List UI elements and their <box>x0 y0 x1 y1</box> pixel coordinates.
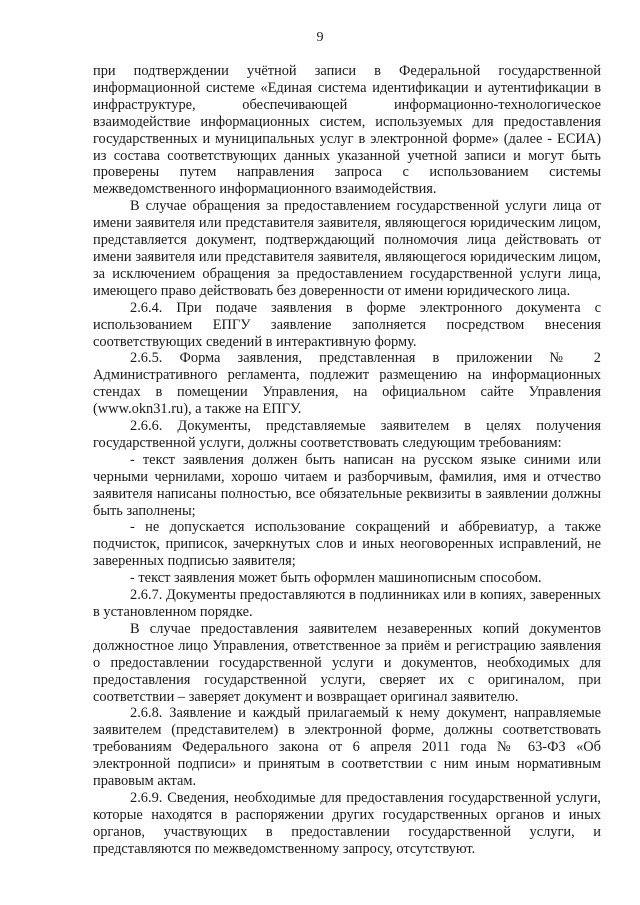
list-item: - текст заявления может быть оформлен машинописным способом. <box>130 570 542 587</box>
page-number: 9 <box>316 30 324 45</box>
paragraph: 2.6.5. Форма заявления, представленная в приложении № 2 Административного регламента, подлежит размещению на информационных стендах в помещении Управления, на официальном сайте Управления (www.okn31.ru), а также на ЕПГУ. <box>93 350 601 418</box>
list-item: - не допускается использование сокращений и аббревиатур, а также подчисток, приписок, зачеркнутых слов и иных неоговоренных исправлений, не заверенных подписью заявителя; <box>93 519 601 570</box>
paragraph: 2.6.9. Сведения, необходимые для предоставления государственной услуги, которые находятся в распоряжении других государственных органов и иных органов, участвующих в предоставлении государственной услуги, и представляются по межведомственному запросу, отсутствуют. <box>93 789 601 857</box>
paragraph: В случае обращения за предоставлением государственной услуги лица от имени заявителя или представителя заявителя, являющегося юридическим лицом, представляется документ, подтверждающий полномочия лица действовать от имени заявителя или представителя заявителя, являющегося юридическим лицом, за исключением обращения за предоставлением государственной услуги лица, имеющего право действовать без доверенности от имени юридического лица. <box>93 198 601 299</box>
paragraph: В случае предоставления заявителем незаверенных копий документов должностное лицо Управления, ответственное за приём и регистрацию заявления о предоставлении государственной услуги и документов, необходимых для предоставления государственной услуги, сверяет их с оригиналом, при соответствии – заверяет документ и возвращает оригинал заявителю. <box>93 620 601 705</box>
paragraph: 2.6.6. Документы, представляемые заявителем в целях получения государственной услуги, должны соответствовать следующим требованиям: <box>93 418 601 451</box>
paragraph: 2.6.7. Документы предоставляются в подлинниках или в копиях, заверенных в установленном порядке. <box>93 587 601 620</box>
paragraph: 2.6.8. Заявление и каждый прилагаемый к нему документ, направляемые заявителем (представителем) в электронной форме, должны соответствовать требованиям Федерального закона от 6 апреля 2011 года № 63-ФЗ «Об электронной подписи» и принятым в соответствии с ним иным нормативным правовым актам. <box>93 705 601 790</box>
list-item: - текст заявления должен быть написан на русском языке синими или черными чернилами, хорошо читаем и разборчивым, фамилия, имя и отчество заявителя написаны полностью, все обязательные реквизиты в заявлении должны быть заполнены; <box>93 451 601 519</box>
paragraph: при подтверждении учётной записи в Федеральной государственной информационной системе «Единая система идентификации и аутентификации в инфраструктуре, обеспечивающей информационно-технологическое взаимодействие информационных систем, используемых для предоставления государственных и муниципальных услуг в электронной форме» (далее - ЕСИА) из состава соответствующих данных указанной учетной записи и могут быть проверены путем направления запроса с использованием системы межведомственного информационного взаимодействия. <box>93 63 601 198</box>
paragraph: 2.6.4. При подаче заявления в форме электронного документа с использованием ЕПГУ заявление заполняется посредством внесения соответствующих сведений в интерактивную форму. <box>93 299 601 350</box>
document-body <box>93 63 601 858</box>
